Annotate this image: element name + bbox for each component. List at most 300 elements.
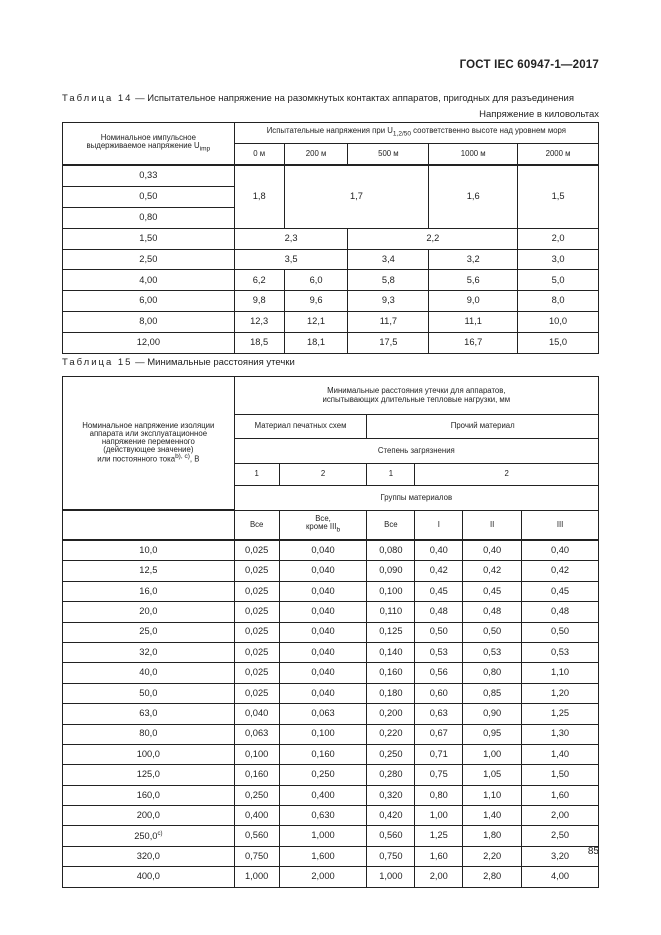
t15-cell: [367, 846, 415, 866]
t15-group-roman: I: [415, 510, 463, 540]
t15-cell-value: 0,250: [379, 748, 403, 759]
t14-cell: 9,3: [348, 291, 429, 312]
t14-h2-a: Испытательные напряжения при U: [266, 126, 393, 136]
t15-cell: [463, 642, 522, 662]
t14-cell: 18,1: [284, 333, 348, 354]
t15-cell-value: 0,80: [483, 667, 502, 678]
t15-h2-l2: испытывающих длительные тепловые нагрузки, мм: [322, 394, 511, 404]
t15-header-pollution-degree: Степень загрязнения: [234, 438, 598, 463]
t15-cell-value: 0,45: [429, 585, 448, 596]
t15-cell: [279, 561, 367, 581]
t14-h1-line1: Номинальное импульсное: [100, 132, 196, 142]
t15-cell-value: 0,85: [483, 687, 502, 698]
t15-group-roman: II: [463, 510, 522, 540]
t14-altitude-header: 200 м: [284, 144, 348, 166]
t15-cell: [367, 867, 415, 887]
t15-cell-value: 0,025: [245, 646, 269, 657]
t15-cell: [279, 867, 367, 887]
t15-group-all: Все: [234, 510, 279, 540]
t14-cell: 11,7: [348, 312, 429, 333]
t14-cell: 18,5: [234, 333, 284, 354]
t15-cell-value: 0,42: [551, 565, 570, 576]
t15-cell-value: 0,280: [379, 769, 403, 780]
t15-cell: [415, 744, 463, 764]
t15-cell: [279, 765, 367, 785]
t15-cell: [63, 785, 235, 805]
t15-cell: [463, 785, 522, 805]
t15-cell-value: 1,10: [483, 789, 502, 800]
t15-cell: [63, 744, 235, 764]
t14-cell: 5,8: [348, 270, 429, 291]
t15-cell-value: 0,040: [311, 585, 335, 596]
t15-cell: [463, 704, 522, 724]
t15-cell-value: 100,0: [136, 748, 160, 759]
t15-cell-value: 0,50: [429, 626, 448, 637]
t15-cell-value: 1,000: [245, 871, 269, 882]
table-14-unit-note: Напряжение в киловольтах: [479, 109, 599, 120]
t15-cell-value: 2,000: [311, 871, 335, 882]
t15-cell-value: 0,75: [429, 769, 448, 780]
t14-h2-b: соответственно высоте над уровнем моря: [410, 126, 567, 136]
t15-cell-value: 0,100: [379, 585, 403, 596]
t15-cell-value: 0,53: [429, 646, 448, 657]
t14-cell: 1,8: [234, 165, 284, 228]
t14-cell: 9,6: [284, 291, 348, 312]
t14-cell: 12,3: [234, 312, 284, 333]
t14-cell: 1,6: [429, 165, 518, 228]
t15-h2-l1: Минимальные расстояния утечки для аппаратов,: [327, 386, 506, 396]
t14-altitude-header: 0 м: [234, 144, 284, 166]
t15-cell-value: 320,0: [136, 850, 160, 861]
t15-cell: [522, 867, 599, 887]
t15-cell-value: 0,040: [311, 646, 335, 657]
t15-cell-value: 0,40: [429, 544, 448, 555]
t14-row: [63, 270, 599, 291]
t15-cell-value: 0,95: [483, 728, 502, 739]
t15-row: [63, 683, 599, 703]
t15-cell-value: 1,000: [379, 871, 403, 882]
t14-cell: 3,2: [429, 249, 518, 270]
t15-cell-value: 0,750: [379, 850, 403, 861]
t15-cell-value: 0,040: [311, 544, 335, 555]
t15-cell: [415, 622, 463, 642]
t15-cell-value: 20,0: [139, 605, 158, 616]
t15-cell-value: 2,20: [483, 850, 502, 861]
t15-cell: [234, 846, 279, 866]
t15-cell: [234, 785, 279, 805]
t15-cell-value: 0,250: [311, 769, 335, 780]
t15-cell: [463, 622, 522, 642]
t15-cell: [367, 724, 415, 744]
t15-h1-l5b: , В: [189, 455, 200, 465]
t14-row: [63, 333, 599, 354]
t15-cell: [279, 642, 367, 662]
t15-cell-value: 0,71: [429, 748, 448, 759]
t15-cell-value: 1,30: [551, 728, 570, 739]
t15-cell: [415, 704, 463, 724]
t15-cell: [415, 642, 463, 662]
t15-cell: [63, 622, 235, 642]
t15-cell-value: 3,20: [551, 850, 570, 861]
t14-cell: 1,50: [63, 228, 235, 249]
t15-cell-value: 40,0: [139, 667, 158, 678]
t15-cell: [279, 724, 367, 744]
t15-cell-value: 0,45: [551, 585, 570, 596]
t14-altitude-header: 1000 м: [429, 144, 518, 166]
t14-cell: 0,50: [63, 186, 235, 207]
t15-cell-value: 0,200: [379, 707, 403, 718]
t15-cell: [522, 683, 599, 703]
t15-cell: [367, 581, 415, 601]
t15-cell: [234, 724, 279, 744]
t15-cell-value: 0,60: [429, 687, 448, 698]
t15-cell: [367, 704, 415, 724]
table-15-caption: [62, 357, 295, 368]
t15-cell-value: 0,42: [429, 565, 448, 576]
t15-cell: [415, 724, 463, 744]
table-15-title: — Минимальные расстояния утечки: [132, 357, 295, 368]
t15-cell-value: 0,025: [245, 544, 269, 555]
t15-cell: [279, 846, 367, 866]
t15-h1-l5a: или постоянного тока: [97, 455, 176, 465]
t15-cell-value: 0,220: [379, 728, 403, 739]
t14-row: [63, 291, 599, 312]
t15-cell: [463, 744, 522, 764]
t15-cell: [415, 581, 463, 601]
t15-cell-value: 1,50: [551, 769, 570, 780]
t15-cell: [234, 581, 279, 601]
t15-cell-value: 0,750: [245, 850, 269, 861]
t15-pollution-degree: 2: [415, 463, 599, 485]
t15-cell: [463, 867, 522, 887]
t15-cell-value: 0,025: [245, 626, 269, 637]
t15-body: [63, 540, 599, 887]
t14-altitude-header: 2000 м: [518, 144, 599, 166]
t15-cell: [463, 683, 522, 703]
t15-cell: [463, 806, 522, 826]
t14-cell: 2,50: [63, 249, 235, 270]
t15-cell: [234, 642, 279, 662]
t15-cell-value: 1,60: [429, 850, 448, 861]
t15-cell: [234, 867, 279, 887]
t15-cell: [234, 602, 279, 622]
t14-cell: 4,00: [63, 270, 235, 291]
t15-h1-l1: Номинальное напряжение изоляции: [82, 420, 215, 430]
t15-cell: [234, 704, 279, 724]
t15-cell: [522, 806, 599, 826]
t15-cell-value: 2,00: [429, 871, 448, 882]
t15-cell: [522, 540, 599, 561]
t15-cell-value: 1,40: [483, 809, 502, 820]
t15-cell: [367, 642, 415, 662]
t15-cell-value: 0,400: [311, 789, 335, 800]
t15-cell-value: 0,040: [245, 707, 269, 718]
t14-cell: 6,0: [284, 270, 348, 291]
t15-cell: [415, 683, 463, 703]
t15-cell-value: 0,025: [245, 565, 269, 576]
t15-cell: [63, 540, 235, 561]
t15-cell: [279, 581, 367, 601]
t14-cell: 1,5: [518, 165, 599, 228]
t15-cell: [522, 622, 599, 642]
t15-cell-value: 4,00: [551, 871, 570, 882]
t15-cell: [63, 704, 235, 724]
t15-cell-value: 0,50: [551, 626, 570, 637]
t15-cell-value: 80,0: [139, 728, 158, 739]
t15-cell-value: 0,090: [379, 565, 403, 576]
t15-cell-value: 0,040: [311, 626, 335, 637]
t15-header-pcb-material: Материал печатных схем: [234, 415, 367, 438]
t15-row: [63, 826, 599, 846]
t15-row: [63, 540, 599, 561]
t15-cell: [63, 806, 235, 826]
t14-cell: 0,33: [63, 165, 235, 186]
t15-cell: [367, 622, 415, 642]
t15-col1-spacer: [63, 510, 235, 540]
t14-cell: 16,7: [429, 333, 518, 354]
t15-cell-value: 2,80: [483, 871, 502, 882]
t15-except-l2: кроме III: [305, 522, 337, 532]
t15-cell-value: 0,53: [551, 646, 570, 657]
t14-cell: 2,0: [518, 228, 599, 249]
t15-cell: [279, 663, 367, 683]
t15-row: [63, 642, 599, 662]
t15-cell-value: 400,0: [136, 871, 160, 882]
t15-cell: [63, 602, 235, 622]
t15-row: [63, 785, 599, 805]
t15-cell: [463, 561, 522, 581]
t15-cell-value: 0,80: [429, 789, 448, 800]
t15-cell-value: 0,400: [245, 809, 269, 820]
t15-cell-value: 0,040: [311, 687, 335, 698]
t15-cell: [63, 561, 235, 581]
t15-cell: [463, 540, 522, 561]
t15-h1-sup: b), c): [175, 453, 190, 461]
t15-cell-value: 12,5: [139, 565, 158, 576]
t15-row: [63, 724, 599, 744]
t14-cell: 15,0: [518, 333, 599, 354]
t14-cell: 8,0: [518, 291, 599, 312]
t15-cell-value: 0,100: [245, 748, 269, 759]
document-header: ГОСТ IEC 60947-1—2017: [459, 59, 599, 71]
t15-cell: [415, 826, 463, 846]
t15-group-roman: III: [522, 510, 599, 540]
t15-cell-value: 0,560: [379, 830, 403, 841]
t15-cell: [367, 540, 415, 561]
t15-cell-value: 0,040: [311, 605, 335, 616]
t15-cell: [279, 622, 367, 642]
t15-cell: [279, 540, 367, 561]
t15-cell: [415, 540, 463, 561]
t15-cell-value: 0,90: [483, 707, 502, 718]
t14-cell: 12,00: [63, 333, 235, 354]
t15-cell-value: 0,250: [245, 789, 269, 800]
t15-cell: [63, 867, 235, 887]
t15-cell: [415, 765, 463, 785]
t15-cell-value: 0,180: [379, 687, 403, 698]
t15-cell: [522, 663, 599, 683]
t15-pollution-degree: 1: [234, 463, 279, 485]
table-14-label: Таблица 14: [62, 93, 133, 104]
t14-cell: 6,2: [234, 270, 284, 291]
t15-cell: [415, 867, 463, 887]
t15-cell: [463, 663, 522, 683]
t15-cell: [279, 704, 367, 724]
t15-cell-value: 0,080: [379, 544, 403, 555]
t15-group-all-2: Все: [367, 510, 415, 540]
t15-row: [63, 581, 599, 601]
t15-cell: [63, 765, 235, 785]
t15-cell-value: 2,00: [551, 809, 570, 820]
t15-cell: [522, 785, 599, 805]
t14-cell: 0,80: [63, 207, 235, 228]
t15-cell: [234, 622, 279, 642]
t15-cell: [234, 561, 279, 581]
t15-cell: [522, 581, 599, 601]
t15-cell-value: 0,025: [245, 605, 269, 616]
t15-cell-value: 0,42: [483, 565, 502, 576]
t14-row: [63, 312, 599, 333]
t14-cell: 9,0: [429, 291, 518, 312]
t14-cell: 2,2: [348, 228, 518, 249]
t14-header-test-voltage: [234, 123, 598, 144]
t15-cell: [234, 806, 279, 826]
table-14: [62, 122, 599, 354]
t14-full-rows: [63, 270, 599, 354]
t15-cell: [522, 765, 599, 785]
t15-cell: [234, 683, 279, 703]
t15-cell-value: 1,60: [551, 789, 570, 800]
t15-cell: [367, 744, 415, 764]
t15-cell: [63, 846, 235, 866]
table-15-label: Таблица 15: [62, 357, 133, 368]
t14-cell: 10,0: [518, 312, 599, 333]
t15-header-other-material: Прочий материал: [367, 415, 599, 438]
t15-cell-value: 0,560: [245, 830, 269, 841]
t15-cell-value: 250,0: [134, 830, 158, 841]
t15-cell-value: 0,160: [245, 769, 269, 780]
t15-row: [63, 561, 599, 581]
t15-cell-value: 0,100: [311, 728, 335, 739]
table-15: [62, 376, 599, 888]
t14-cell: 12,1: [284, 312, 348, 333]
t15-cell: [63, 581, 235, 601]
t14-cell: 2,3: [234, 228, 348, 249]
t15-cell-value: 0,040: [311, 565, 335, 576]
t15-cell-value: 1,40: [551, 748, 570, 759]
t15-header-rated-voltage: [63, 377, 235, 511]
t15-cell-value: 50,0: [139, 687, 158, 698]
t15-h1-l4: (действующее значение): [103, 445, 194, 455]
t15-cell-value: 16,0: [139, 585, 158, 596]
t15-cell-value: 0,063: [245, 728, 269, 739]
t15-row: [63, 806, 599, 826]
t15-row: [63, 602, 599, 622]
t15-row: [63, 846, 599, 866]
t15-cell: [463, 765, 522, 785]
t15-cell-value: 125,0: [136, 769, 160, 780]
t14-h1-line2: выдерживаемое напряжение U: [86, 140, 200, 150]
t15-cell: [63, 724, 235, 744]
t15-cell-value: 1,00: [483, 748, 502, 759]
t15-group-except: [279, 510, 367, 540]
t15-cell: [367, 663, 415, 683]
table-14-caption: [62, 93, 574, 104]
t15-cell: [63, 683, 235, 703]
t15-cell-value: 1,00: [429, 809, 448, 820]
t15-cell-value: 0,630: [311, 809, 335, 820]
t15-row: [63, 744, 599, 764]
t15-cell: [279, 785, 367, 805]
t15-cell: [234, 744, 279, 764]
t15-cell: [522, 561, 599, 581]
t15-cell: [522, 724, 599, 744]
t15-row: [63, 663, 599, 683]
t15-cell: [234, 663, 279, 683]
t15-cell: [234, 826, 279, 846]
t15-cell: [522, 642, 599, 662]
t15-row: [63, 765, 599, 785]
t14-altitude-header: 500 м: [348, 144, 429, 166]
t15-cell: [367, 785, 415, 805]
t15-cell-value: 0,063: [311, 707, 335, 718]
t15-cell: [522, 744, 599, 764]
t15-cell-value: 0,67: [429, 728, 448, 739]
t15-cell-value: 32,0: [139, 646, 158, 657]
t15-cell: [367, 561, 415, 581]
t15-header-material-groups: Группы материалов: [234, 485, 598, 510]
t15-cell: [234, 540, 279, 561]
t15-cell: [522, 602, 599, 622]
t15-cell-value: 0,025: [245, 667, 269, 678]
page-number: 85: [587, 846, 599, 857]
t15-row: [63, 867, 599, 887]
t15-pollution-degree: 2: [279, 463, 367, 485]
t14-cell: 9,8: [234, 291, 284, 312]
t15-cell: [63, 642, 235, 662]
t15-cell-value: 1,20: [551, 687, 570, 698]
t15-cell: [234, 765, 279, 785]
t15-cell: [367, 683, 415, 703]
t15-cell-value: 25,0: [139, 626, 158, 637]
t15-cell-value: 0,040: [311, 667, 335, 678]
t15-row: [63, 622, 599, 642]
t15-pollution-degree: 1: [367, 463, 415, 485]
t15-cell: [522, 704, 599, 724]
t15-cell: [63, 826, 235, 846]
t15-cell: [463, 581, 522, 601]
t15-except-l1: Все,: [315, 513, 331, 523]
t14-cell: 5,0: [518, 270, 599, 291]
t14-cell: 3,5: [234, 249, 348, 270]
t15-cell: [279, 602, 367, 622]
t15-cell-value: 0,320: [379, 789, 403, 800]
t15-cell: [367, 826, 415, 846]
t14-cell: 5,6: [429, 270, 518, 291]
t15-cell-value: 0,420: [379, 809, 403, 820]
t15-cell-value: 0,110: [379, 605, 403, 616]
t15-cell-value: 1,600: [311, 850, 335, 861]
t15-cell-value: 63,0: [139, 707, 158, 718]
t15-cell-value: 0,53: [483, 646, 502, 657]
t15-cell-value: 1,000: [311, 830, 335, 841]
t15-cell: [522, 826, 599, 846]
t15-cell: [367, 765, 415, 785]
t15-cell-value: 0,48: [483, 605, 502, 616]
t15-cell-value: 0,025: [245, 687, 269, 698]
t15-cell-value: 200,0: [136, 809, 160, 820]
t14-cell: 3,0: [518, 249, 599, 270]
